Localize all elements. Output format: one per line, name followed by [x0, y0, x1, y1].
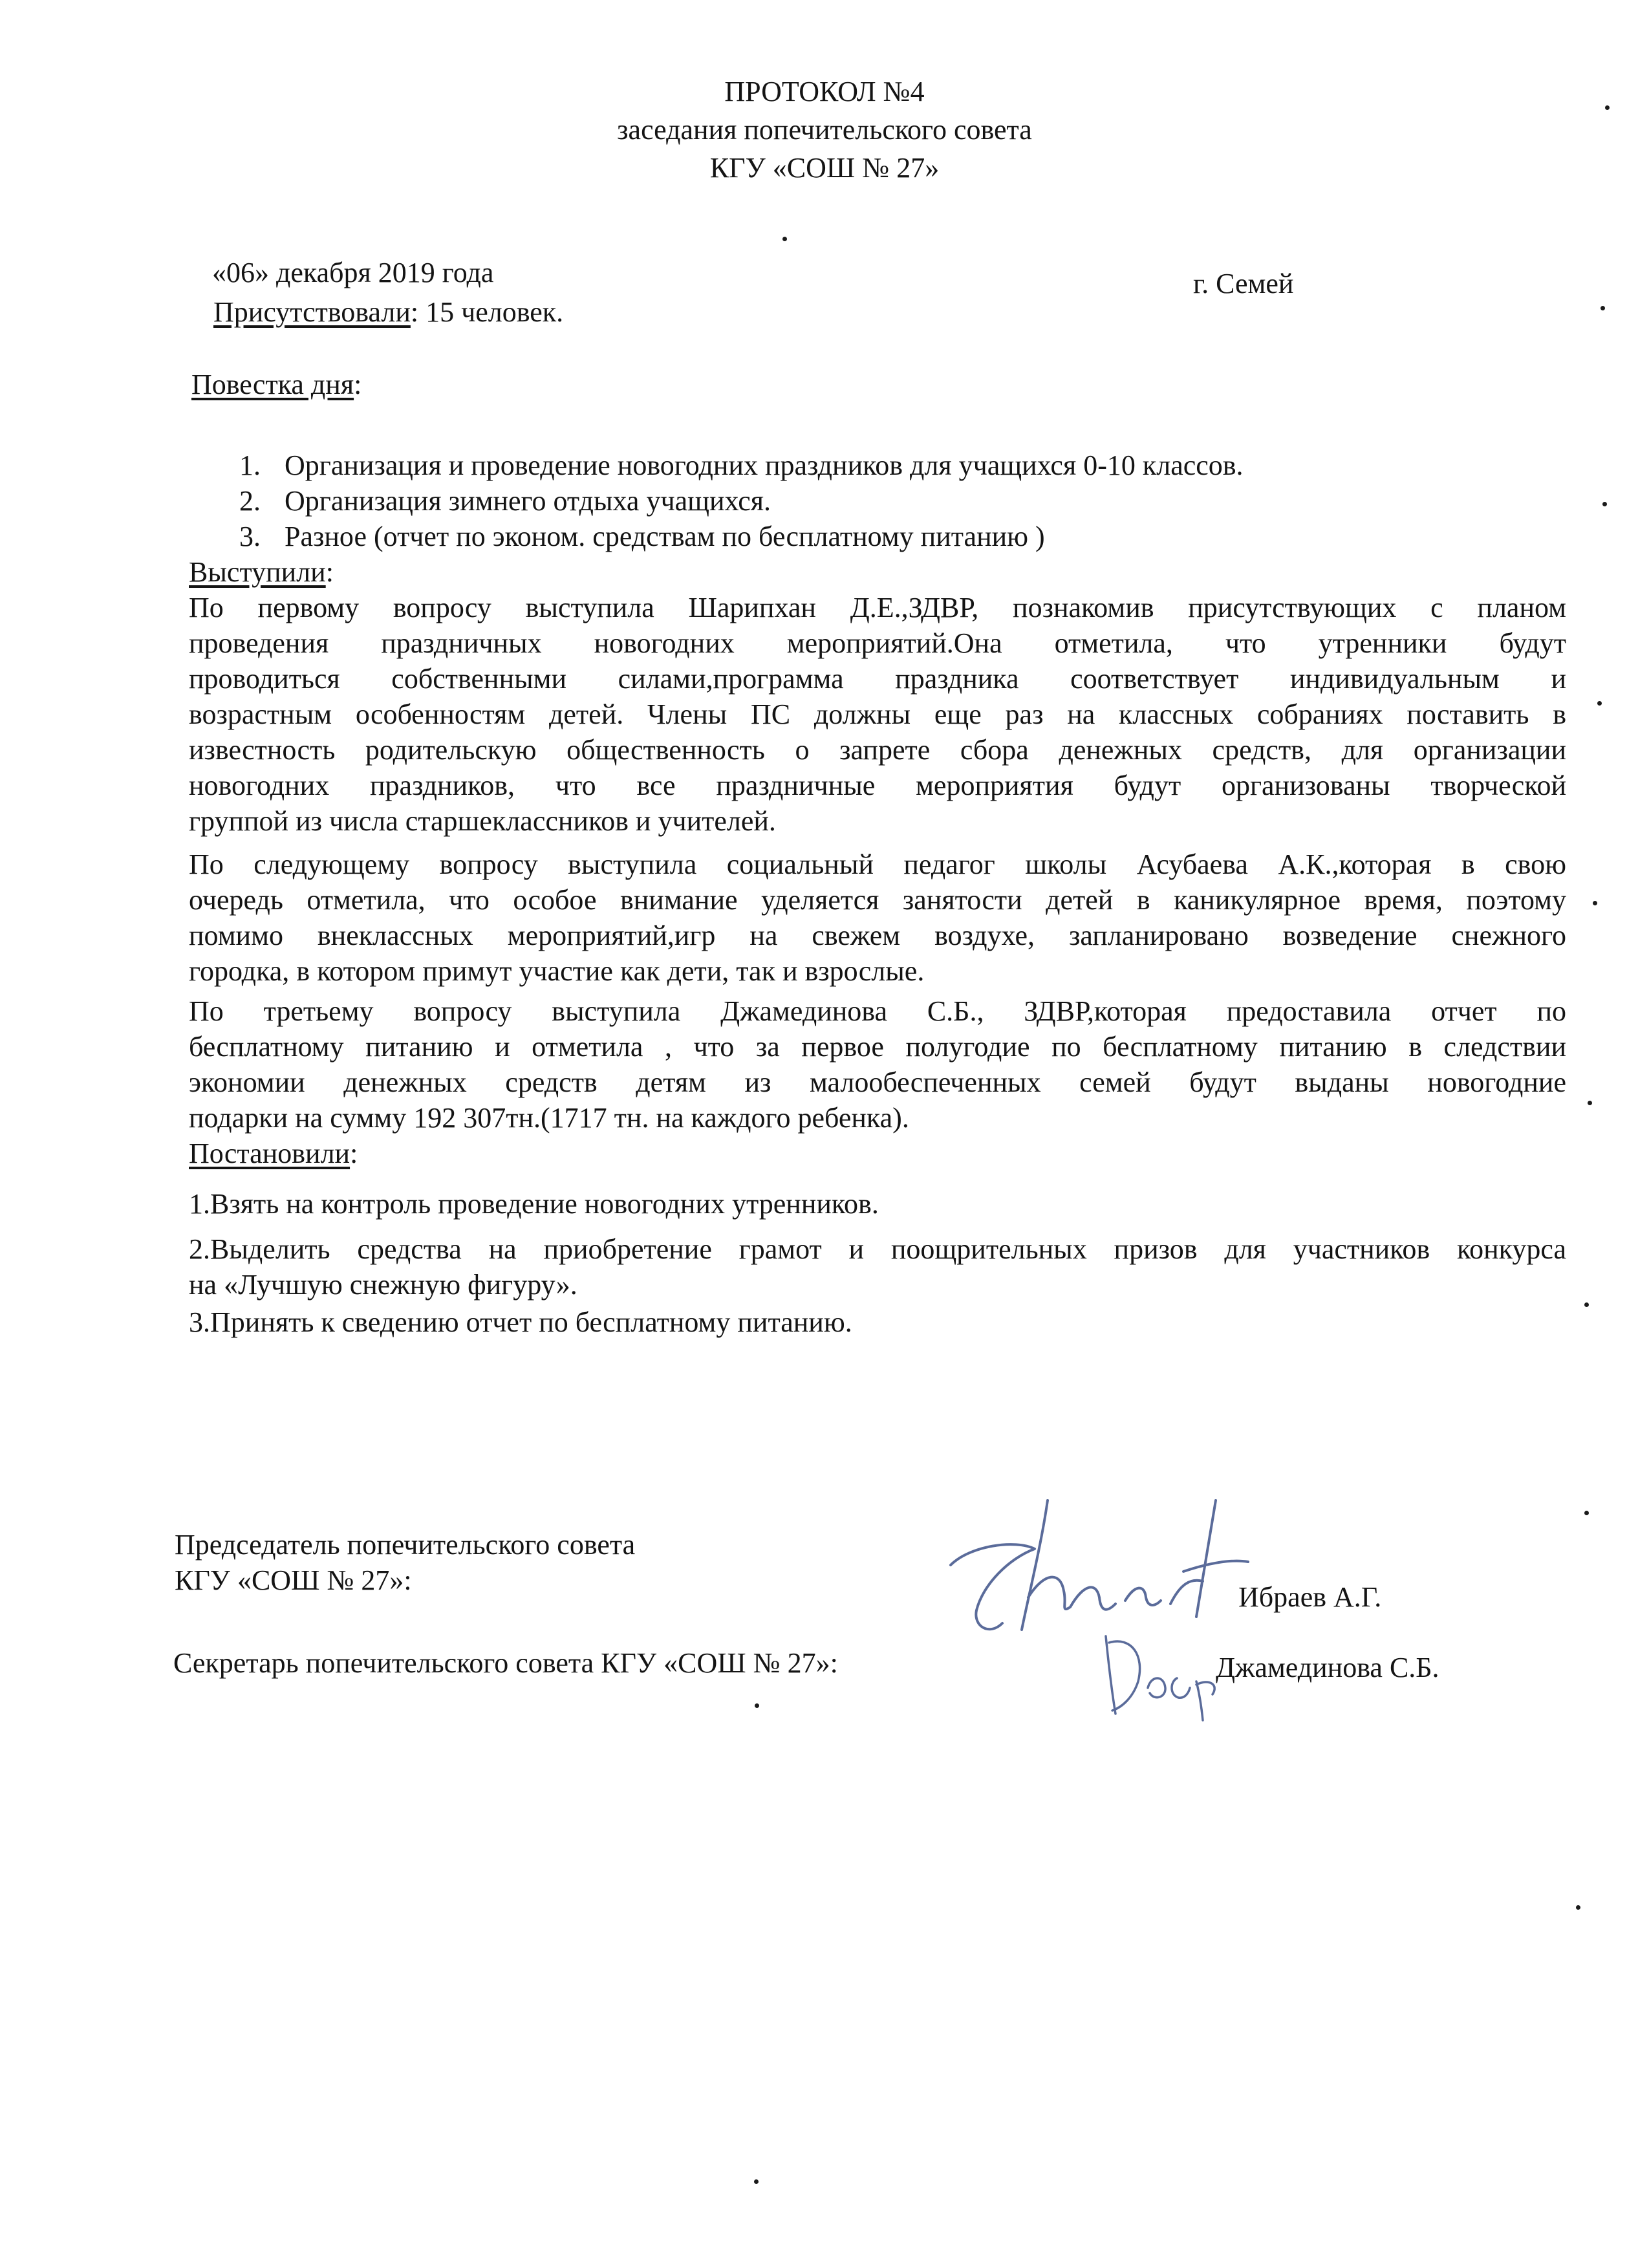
- decision-item: 1.Взять на контроль проведение новогодних утренников.: [189, 1188, 879, 1220]
- speech-line: известность родительскую общественность о запрете сбора денежных средств, для организации: [189, 734, 1566, 766]
- chair-name: Ибраев А.Г.: [1238, 1581, 1382, 1613]
- speech-line: возрастным особенностям детей. Члены ПС должны еще раз на классных собраниях поставить в: [189, 698, 1566, 730]
- chair-school: КГУ «СОШ № 27»:: [175, 1564, 412, 1596]
- speech-line: По первому вопросу выступила Шарипхан Д.Е.,ЗДВР, познакомив присутствующих с планом: [189, 592, 1566, 623]
- speech-line: экономии денежных средств детям из малообеспеченных семей будут выданы новогодние: [189, 1066, 1566, 1098]
- speech-line: помимо внеклассных мероприятий,игр на свежем воздухе, запланировано возведение снежного: [189, 920, 1566, 951]
- meeting-date: «06» декабря 2019 года: [212, 257, 494, 288]
- decision-item: 3.Принять к сведению отчет по бесплатному питанию.: [189, 1306, 852, 1338]
- speech-line: проведения праздничных новогодних мероприятий.Она отметила, что утренники будут: [189, 627, 1566, 659]
- agenda-item: [239, 448, 1244, 483]
- scan-dot: [1584, 1511, 1589, 1515]
- agenda-item-number: 3.: [239, 521, 261, 552]
- decisions-heading-label: Постановили: [189, 1138, 350, 1169]
- speeches-heading-label: Выступили: [189, 556, 326, 588]
- scan-dot: [1576, 1905, 1580, 1910]
- speech-line: бесплатному питанию и отметила , что за первое полугодие по бесплатному питанию в следствии: [189, 1031, 1566, 1063]
- agenda-item-number: 2.: [239, 485, 261, 517]
- agenda-heading-label: Повестка дня: [191, 369, 354, 400]
- agenda-item-number: 1.: [239, 449, 261, 481]
- document-subtitle: заседания попечительского совета: [617, 114, 1032, 146]
- decisions-heading-colon: :: [350, 1138, 358, 1169]
- secretary-role: Секретарь попечительского совета КГУ «СОШ № 27»:: [173, 1647, 838, 1679]
- scan-dot: [755, 1703, 759, 1708]
- agenda-heading: [191, 367, 361, 402]
- scan-dot: [1597, 701, 1602, 706]
- speech-line: группой из числа старшеклассников и учителей.: [189, 805, 776, 837]
- scan-dot: [1584, 1302, 1589, 1307]
- meeting-city: г. Семей: [1193, 268, 1294, 299]
- scan-dot: [1600, 306, 1605, 310]
- scan-dot: [1588, 1101, 1592, 1105]
- speech-line: очередь отметила, что особое внимание уделяется занятости детей в каникулярное время, поэтому: [189, 884, 1566, 916]
- speech-line: проводиться собственными силами,программа праздника соответствует индивидуальным и: [189, 663, 1566, 695]
- agenda-item: [239, 484, 771, 519]
- secretary-signature: [1093, 1617, 1222, 1727]
- attendance: [194, 295, 563, 330]
- speeches-heading: [189, 555, 334, 590]
- scan-dot: [1593, 901, 1597, 905]
- decision-item: 2.Выделить средства на приобретение грамот и поощрительных призов для участников конкурса: [189, 1233, 1566, 1265]
- attendance-count: : 15 человек.: [410, 296, 564, 328]
- speech-line: По следующему вопросу выступила социальный педагог школы Асубаева А.К.,которая в свою: [189, 848, 1566, 880]
- agenda-item-text: Организация и проведение новогодних праздников для учащихся 0-10 классов.: [285, 449, 1244, 481]
- speech-line: По третьему вопросу выступила Джамединова С.Б., ЗДВР,которая предоставила отчет по: [189, 995, 1566, 1027]
- school-name: КГУ «СОШ № 27»: [709, 152, 940, 184]
- decision-item: на «Лучшую снежную фигуру».: [189, 1269, 577, 1301]
- attendance-label: Присутствовали: [213, 296, 411, 328]
- speech-line: городка, в котором примут участие как дети, так и взрослые.: [189, 955, 925, 987]
- agenda-item-text: Разное (отчет по эконом. средствам по бесплатному питанию ): [285, 521, 1045, 552]
- decisions-heading: [189, 1136, 358, 1171]
- scan-dot: [1605, 105, 1610, 110]
- agenda-heading-colon: :: [354, 369, 362, 400]
- speeches-heading-colon: :: [325, 556, 334, 588]
- scan-dot: [782, 237, 787, 241]
- secretary-name: Джамединова С.Б.: [1216, 1652, 1439, 1683]
- document-title: ПРОТОКОЛ №4: [724, 76, 925, 107]
- scan-dot: [1602, 502, 1607, 506]
- scan-dot: [754, 2179, 759, 2184]
- agenda-item-text: Организация зимнего отдыха учащихся.: [285, 485, 771, 517]
- agenda-item: [239, 519, 1045, 554]
- chair-role: Председатель попечительского совета: [175, 1529, 636, 1561]
- speech-line: новогодних праздников, что все праздничные мероприятия будут организованы творческой: [189, 770, 1566, 801]
- speech-line: подарки на сумму 192 307тн.(1717 тн. на каждого ребенка).: [189, 1102, 909, 1134]
